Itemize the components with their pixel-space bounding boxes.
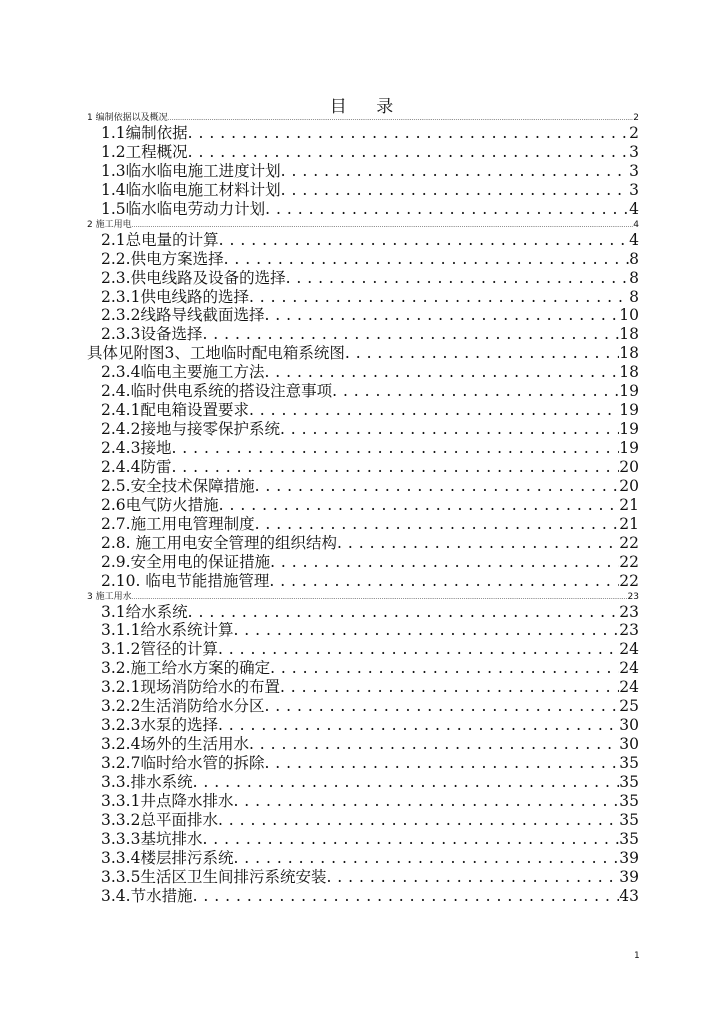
toc-entry-label: 2.7.施工用电管理制度 <box>101 514 255 533</box>
toc-entry-page: 43 <box>619 886 639 905</box>
toc-entry-page: 3 <box>629 180 639 199</box>
toc-section-entry[interactable] <box>87 250 639 269</box>
toc-dot-leader <box>193 773 620 792</box>
toc-entry-label: 1.3临水临电施工进度计划 <box>101 161 281 180</box>
toc-section-entry[interactable] <box>87 849 639 868</box>
toc-entry-page: 19 <box>619 420 639 439</box>
toc-dot-leader <box>219 231 629 250</box>
toc-entry-label: 2.3.4临电主要施工方法 <box>101 363 265 382</box>
toc-dot-leader <box>269 572 619 591</box>
toc-entry-page: 22 <box>619 552 639 571</box>
toc-entry-page: 35 <box>619 810 639 829</box>
toc-entry-label: 3.2.2生活消防给水分区 <box>101 697 265 716</box>
toc-entry-page: 39 <box>619 867 639 886</box>
page-number: 1 <box>634 951 640 961</box>
toc-section-entry[interactable] <box>87 572 639 591</box>
toc-entry-page: 19 <box>619 401 639 420</box>
toc-entry-label: 2.3.供电线路及设备的选择 <box>101 268 286 287</box>
toc-dot-leader <box>264 697 619 716</box>
toc-entry-label: 2.2.供电方案选择 <box>101 249 224 268</box>
toc-entry-label: 3.3.2总平面排水 <box>101 810 218 829</box>
toc-section-entry[interactable] <box>87 621 639 640</box>
toc-entry-page: 39 <box>619 848 639 867</box>
toc-entry-page: 35 <box>619 791 639 810</box>
toc-chapter-entry[interactable] <box>87 112 639 124</box>
toc-dot-leader <box>281 181 629 200</box>
toc-entry-label: 1.1编制依据 <box>101 124 188 142</box>
toc-dot-leader <box>218 716 619 735</box>
toc-entry-label: 2.9.安全用电的保证措施 <box>101 552 271 571</box>
toc-entry-page: 18 <box>619 325 639 344</box>
toc-entry-page: 20 <box>619 457 639 476</box>
toc-section-entry[interactable] <box>87 124 639 143</box>
toc-entry-page: 30 <box>619 716 639 735</box>
toc-entry-page: 23 <box>619 602 639 621</box>
toc-dot-leader <box>270 659 619 678</box>
toc-dot-leader <box>218 811 619 830</box>
toc-dot-leader <box>171 439 619 458</box>
toc-dot-leader <box>264 306 619 325</box>
toc-dot-leader <box>249 401 619 420</box>
toc-section-entry[interactable] <box>87 162 639 181</box>
toc-section-entry[interactable] <box>87 420 639 439</box>
toc-dot-leader <box>265 200 629 219</box>
toc-section-entry[interactable] <box>87 344 639 363</box>
toc-section-entry[interactable] <box>87 754 639 773</box>
toc-entry-label: 具体见附图3、工地临时配电箱系统图 <box>87 344 345 363</box>
toc-dot-leader <box>202 830 619 849</box>
toc-entry-page: 19 <box>619 439 639 457</box>
toc-entry-page: 8 <box>629 249 639 268</box>
toc-entry-page: 2 <box>633 113 639 123</box>
toc-entry-page: 24 <box>619 678 639 697</box>
toc-entry-page: 30 <box>619 735 639 754</box>
toc-section-entry[interactable] <box>87 477 639 496</box>
toc-entry-label: 3.2.1现场消防给水的布置 <box>101 678 280 697</box>
toc-entry-label: 3.1.2管径的计算 <box>101 640 218 659</box>
toc-entry-label: 2.8. 施工用电安全管理的组织结构 <box>101 533 338 552</box>
toc-dot-leader <box>332 382 619 401</box>
toc-entry-label: 2.4.2接地与接零保护系统 <box>101 420 280 439</box>
toc-section-entry[interactable] <box>87 439 639 458</box>
toc-entry-page: 8 <box>629 287 639 306</box>
toc-entry-page: 23 <box>619 621 639 640</box>
toc-section-entry[interactable] <box>87 200 639 219</box>
toc-section-entry[interactable] <box>87 181 639 200</box>
toc-entry-page: 4 <box>629 199 639 218</box>
toc-entry-label: 3.3.5生活区卫生间排污系统安装 <box>101 867 327 886</box>
toc-entry-label: 1 编制依据以及概况 <box>87 113 168 123</box>
toc-entry-label: 3.3.3基坑排水 <box>101 829 203 848</box>
toc-dot-leader <box>345 344 619 363</box>
toc-entry-page: 35 <box>619 829 639 848</box>
toc-entry-label: 3.4.节水措施 <box>101 886 193 905</box>
toc-entry-label: 2 施工用电 <box>87 219 132 230</box>
toc-section-entry[interactable] <box>87 659 639 678</box>
toc-entry-label: 3.2.施工给水方案的确定 <box>101 659 271 678</box>
toc-entry-label: 2.4.临时供电系统的搭设注意事项 <box>101 382 333 401</box>
toc-section-entry[interactable] <box>87 363 639 382</box>
toc-dot-leader <box>270 553 619 572</box>
toc-entry-page: 24 <box>619 640 639 659</box>
toc-dot-leader <box>233 621 619 640</box>
toc-section-entry[interactable] <box>87 887 639 906</box>
toc-section-entry[interactable] <box>87 143 639 162</box>
toc-section-entry[interactable] <box>87 640 639 659</box>
toc-entry-label: 3.3.1井点降水排水 <box>101 791 234 810</box>
toc-entry-page: 19 <box>619 382 639 401</box>
toc-entry-label: 2.3.3设备选择 <box>101 325 203 344</box>
toc-entry-label: 3.3.排水系统 <box>101 772 193 791</box>
toc-entry-label: 3 施工用水 <box>87 591 132 602</box>
toc-section-entry[interactable] <box>87 288 639 307</box>
toc-entry-page: 35 <box>619 754 639 772</box>
toc-entry-label: 2.5.安全技术保障措施 <box>101 476 255 495</box>
toc-section-entry[interactable] <box>87 697 639 716</box>
toc-section-entry[interactable] <box>87 792 639 811</box>
toc-entry-page: 22 <box>619 533 639 552</box>
toc-entry-page: 21 <box>619 495 639 514</box>
table-of-contents <box>87 112 639 906</box>
toc-entry-page: 3 <box>629 161 639 180</box>
toc-entry-page: 21 <box>619 514 639 533</box>
toc-dot-leader <box>132 219 634 231</box>
toc-dot-leader <box>255 477 620 496</box>
toc-section-entry[interactable] <box>87 458 639 477</box>
toc-dot-leader <box>219 496 620 515</box>
toc-chapter-entry[interactable] <box>87 219 639 231</box>
toc-entry-page: 18 <box>619 344 639 363</box>
toc-entry-page: 18 <box>619 363 639 382</box>
toc-entry-label: 2.3.2线路导线截面选择 <box>101 306 265 325</box>
toc-section-entry[interactable] <box>87 811 639 830</box>
toc-entry-page: 25 <box>619 697 639 716</box>
toc-entry-label: 3.1.1给水系统计算 <box>101 621 234 640</box>
toc-dot-leader <box>188 603 620 622</box>
toc-dot-leader <box>132 591 628 603</box>
toc-entry-label: 2.6电气防火措施 <box>101 495 219 514</box>
toc-entry-label: 3.2.3水泵的选择 <box>101 716 218 735</box>
toc-entry-label: 3.2.7临时给水管的拆除 <box>101 754 265 772</box>
toc-entry-label: 2.4.4防雷 <box>101 457 172 476</box>
toc-section-entry[interactable] <box>87 496 639 515</box>
toc-section-entry[interactable] <box>87 603 639 622</box>
toc-entry-page: 8 <box>629 268 639 287</box>
toc-section-entry[interactable] <box>87 401 639 420</box>
toc-entry-page: 22 <box>619 571 639 590</box>
toc-dot-leader <box>264 363 619 382</box>
toc-dot-leader <box>281 162 629 181</box>
toc-entry-page: 35 <box>619 772 639 791</box>
toc-dot-leader <box>280 420 619 439</box>
toc-entry-page: 4 <box>633 219 639 230</box>
toc-entry-label: 1.2工程概况 <box>101 142 188 161</box>
toc-dot-leader <box>249 288 629 307</box>
toc-section-entry[interactable] <box>87 830 639 849</box>
toc-entry-label: 2.4.1配电箱设置要求 <box>101 401 249 420</box>
toc-entry-label: 1.4临水临电施工材料计划 <box>101 180 281 199</box>
toc-dot-leader <box>233 849 619 868</box>
toc-dot-leader <box>233 792 619 811</box>
toc-dot-leader <box>249 735 619 754</box>
toc-dot-leader <box>188 143 629 162</box>
toc-entry-page: 20 <box>619 476 639 495</box>
toc-section-entry[interactable] <box>87 269 639 288</box>
toc-section-entry[interactable] <box>87 515 639 534</box>
toc-entry-page: 23 <box>627 591 639 602</box>
toc-title: 目 录 <box>329 97 395 117</box>
toc-dot-leader <box>337 534 619 553</box>
toc-entry-page: 3 <box>629 142 639 161</box>
toc-dot-leader <box>188 124 629 143</box>
toc-dot-leader <box>264 754 619 773</box>
toc-entry-page: 24 <box>619 659 639 678</box>
toc-dot-leader <box>171 458 619 477</box>
toc-dot-leader <box>218 640 619 659</box>
toc-entry-label: 3.3.4楼层排污系统 <box>101 848 234 867</box>
toc-entry-label: 2.4.3接地 <box>101 439 172 457</box>
toc-dot-leader <box>326 868 619 887</box>
toc-entry-label: 2.10. 临电节能措施管理 <box>101 571 270 590</box>
toc-section-entry[interactable] <box>87 325 639 344</box>
toc-chapter-entry[interactable] <box>87 591 639 603</box>
toc-dot-leader <box>286 269 630 288</box>
toc-dot-leader <box>280 678 619 697</box>
toc-section-entry[interactable] <box>87 773 639 792</box>
toc-dot-leader <box>224 250 630 269</box>
toc-section-entry[interactable] <box>87 534 639 553</box>
toc-entry-page: 2 <box>629 124 639 142</box>
toc-entry-label: 2.3.1供电线路的选择 <box>101 287 249 306</box>
toc-dot-leader <box>202 325 619 344</box>
toc-entry-label: 2.1总电量的计算 <box>101 230 219 249</box>
toc-dot-leader <box>193 887 620 906</box>
toc-section-entry[interactable] <box>87 382 639 401</box>
toc-section-entry[interactable] <box>87 735 639 754</box>
toc-section-entry[interactable] <box>87 678 639 697</box>
toc-entry-page: 10 <box>619 306 639 325</box>
toc-entry-label: 3.1给水系统 <box>101 602 188 621</box>
toc-section-entry[interactable] <box>87 231 639 250</box>
toc-dot-leader <box>255 515 620 534</box>
toc-section-entry[interactable] <box>87 306 639 325</box>
toc-section-entry[interactable] <box>87 553 639 572</box>
toc-section-entry[interactable] <box>87 716 639 735</box>
toc-entry-label: 1.5临水临电劳动力计划 <box>101 199 266 218</box>
toc-section-entry[interactable] <box>87 868 639 887</box>
toc-dot-leader <box>168 112 634 124</box>
toc-entry-page: 4 <box>629 230 639 249</box>
toc-entry-label: 3.2.4场外的生活用水 <box>101 735 249 754</box>
